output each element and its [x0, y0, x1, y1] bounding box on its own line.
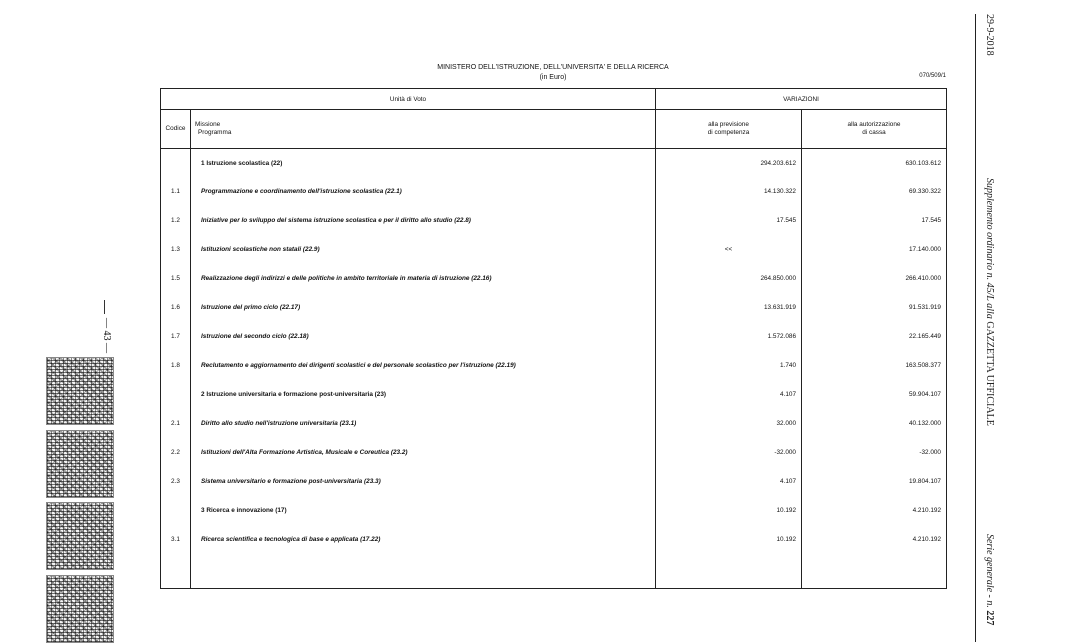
- row-cassa: 4.210.192: [802, 525, 947, 554]
- row-description: Istruzione del secondo ciclo (22.18): [191, 322, 656, 351]
- row-cassa: -32.000: [802, 438, 947, 467]
- table-row: [161, 438, 947, 467]
- row-description: Istituzioni dell'Alta Formazione Artistica, Musicale e Coreutica (23.2): [191, 438, 656, 467]
- row-description: Iniziative per lo sviluppo del sistema istruzione scolastica e per il diritto allo studio (22.8): [191, 206, 656, 235]
- row-code: [161, 380, 191, 409]
- qr-code-icon: [46, 430, 114, 498]
- table-row: [161, 235, 947, 264]
- table-row: [161, 264, 947, 293]
- previsione-line2: di competenza: [707, 129, 750, 136]
- missione-programma-header: [191, 110, 656, 149]
- table-row: [161, 322, 947, 351]
- row-cassa: 69.330.322: [802, 177, 947, 206]
- row-code: 2.3: [161, 467, 191, 496]
- row-previsione: 10.192: [656, 496, 802, 525]
- row-description: 3 Ricerca e innovazione (17): [191, 496, 656, 525]
- row-code: 1.6: [161, 293, 191, 322]
- table-row: [161, 149, 947, 178]
- previsione-header: [656, 110, 802, 149]
- row-previsione: 14.130.322: [656, 177, 802, 206]
- row-previsione: 4.107: [656, 467, 802, 496]
- row-code: 1.8: [161, 351, 191, 380]
- page-number: — 43 —: [101, 318, 112, 353]
- publication-date: 29-9-2018: [984, 14, 995, 56]
- previsione-line1: alla previsione: [708, 121, 749, 128]
- row-previsione: 1.572.086: [656, 322, 802, 351]
- publication-caps: GAZZETTA UFFICIALE: [984, 321, 995, 426]
- row-description: Reclutamento e aggiornamento dei dirigenti scolastici e del personale scolastico per l'istruzione (22.19): [191, 351, 656, 380]
- row-code: 3.1: [161, 525, 191, 554]
- publication-title: [984, 178, 995, 426]
- row-code: 2.2: [161, 438, 191, 467]
- row-code: 1.5: [161, 264, 191, 293]
- row-code: [161, 149, 191, 178]
- row-description: Diritto allo studio nell'istruzione universitaria (23.1): [191, 409, 656, 438]
- row-cassa: 630.103.612: [802, 149, 947, 178]
- series-pre: Serie generale - n.: [984, 534, 995, 611]
- row-description: 1 Istruzione scolastica (22): [191, 149, 656, 178]
- table-row: [161, 409, 947, 438]
- row-cassa: 59.904.107: [802, 380, 947, 409]
- qr-code-icon: [46, 502, 114, 570]
- row-description: Ricerca scientifica e tecnologica di base e applicata (17.22): [191, 525, 656, 554]
- unita-di-voto-header: Unità di Voto: [161, 89, 656, 110]
- autorizzazione-line2: di cassa: [862, 129, 886, 136]
- table-row: [161, 380, 947, 409]
- autorizzazione-line1: alla autorizzazione: [847, 121, 901, 128]
- table-row: [161, 206, 947, 235]
- row-code: [161, 496, 191, 525]
- qr-code-icon: [46, 575, 114, 643]
- row-cassa: 17.545: [802, 206, 947, 235]
- row-code: 2.1: [161, 409, 191, 438]
- row-cassa: 17.140.000: [802, 235, 947, 264]
- row-previsione: 32.000: [656, 409, 802, 438]
- row-code: 1.7: [161, 322, 191, 351]
- row-description: 2 Istruzione universitaria e formazione post-universitaria (23): [191, 380, 656, 409]
- row-cassa: 91.531.919: [802, 293, 947, 322]
- programma-label: Programma: [198, 129, 232, 136]
- row-previsione: 294.203.612: [656, 149, 802, 178]
- filler-cell: [161, 554, 191, 589]
- missione-label: Missione: [195, 121, 221, 128]
- row-cassa: 22.165.449: [802, 322, 947, 351]
- table-row: [161, 351, 947, 380]
- row-code: 1.2: [161, 206, 191, 235]
- row-description: Programmazione e coordinamento dell'istruzione scolastica (22.1): [191, 177, 656, 206]
- row-code: 1.1: [161, 177, 191, 206]
- budget-variations-table: [160, 88, 947, 589]
- margin-rule: [975, 14, 976, 642]
- filler-cell: [802, 554, 947, 589]
- qr-code-icon: [46, 357, 114, 425]
- table-row: [161, 177, 947, 206]
- row-previsione: 17.545: [656, 206, 802, 235]
- table-row: [161, 525, 947, 554]
- table-code: 070/509/1: [919, 73, 946, 79]
- variazioni-header: VARIAZIONI: [656, 89, 947, 110]
- row-previsione: 13.631.919: [656, 293, 802, 322]
- row-code: 1.3: [161, 235, 191, 264]
- series-number: 227: [984, 610, 995, 626]
- row-previsione: 10.192: [656, 525, 802, 554]
- table-row: [161, 293, 947, 322]
- table-row: [161, 496, 947, 525]
- row-cassa: 4.210.192: [802, 496, 947, 525]
- row-description: Istituzioni scolastiche non statali (22.9): [191, 235, 656, 264]
- currency-unit: (in Euro): [539, 74, 567, 81]
- publication-pre: Supplemento ordinario n. 45/L alla: [984, 178, 995, 322]
- row-previsione: -32.000: [656, 438, 802, 467]
- row-previsione: 1.740: [656, 351, 802, 380]
- table-row: [161, 467, 947, 496]
- autorizzazione-header: [802, 110, 947, 149]
- row-description: Istruzione del primo ciclo (22.17): [191, 293, 656, 322]
- row-cassa: 163.508.377: [802, 351, 947, 380]
- row-cassa: 19.804.107: [802, 467, 947, 496]
- table-filler-row: [161, 554, 947, 589]
- page-number-rule-top: [104, 300, 105, 314]
- row-previsione: 264.850.000: [656, 264, 802, 293]
- row-previsione: 4.107: [656, 380, 802, 409]
- ministry-title: MINISTERO DELL'ISTRUZIONE, DELL'UNIVERSITA' E DELLA RICERCA: [437, 64, 669, 71]
- row-description: Realizzazione degli indirizzi e delle politiche in ambito territoriale in materia di istruzione (22.16): [191, 264, 656, 293]
- codice-header: Codice: [161, 110, 191, 149]
- series-label: [984, 534, 995, 625]
- row-cassa: 40.132.000: [802, 409, 947, 438]
- row-cassa: 266.410.000: [802, 264, 947, 293]
- filler-cell: [656, 554, 802, 589]
- filler-cell: [191, 554, 656, 589]
- row-previsione: <<: [656, 235, 802, 264]
- row-description: Sistema universitario e formazione post-universitaria (23.3): [191, 467, 656, 496]
